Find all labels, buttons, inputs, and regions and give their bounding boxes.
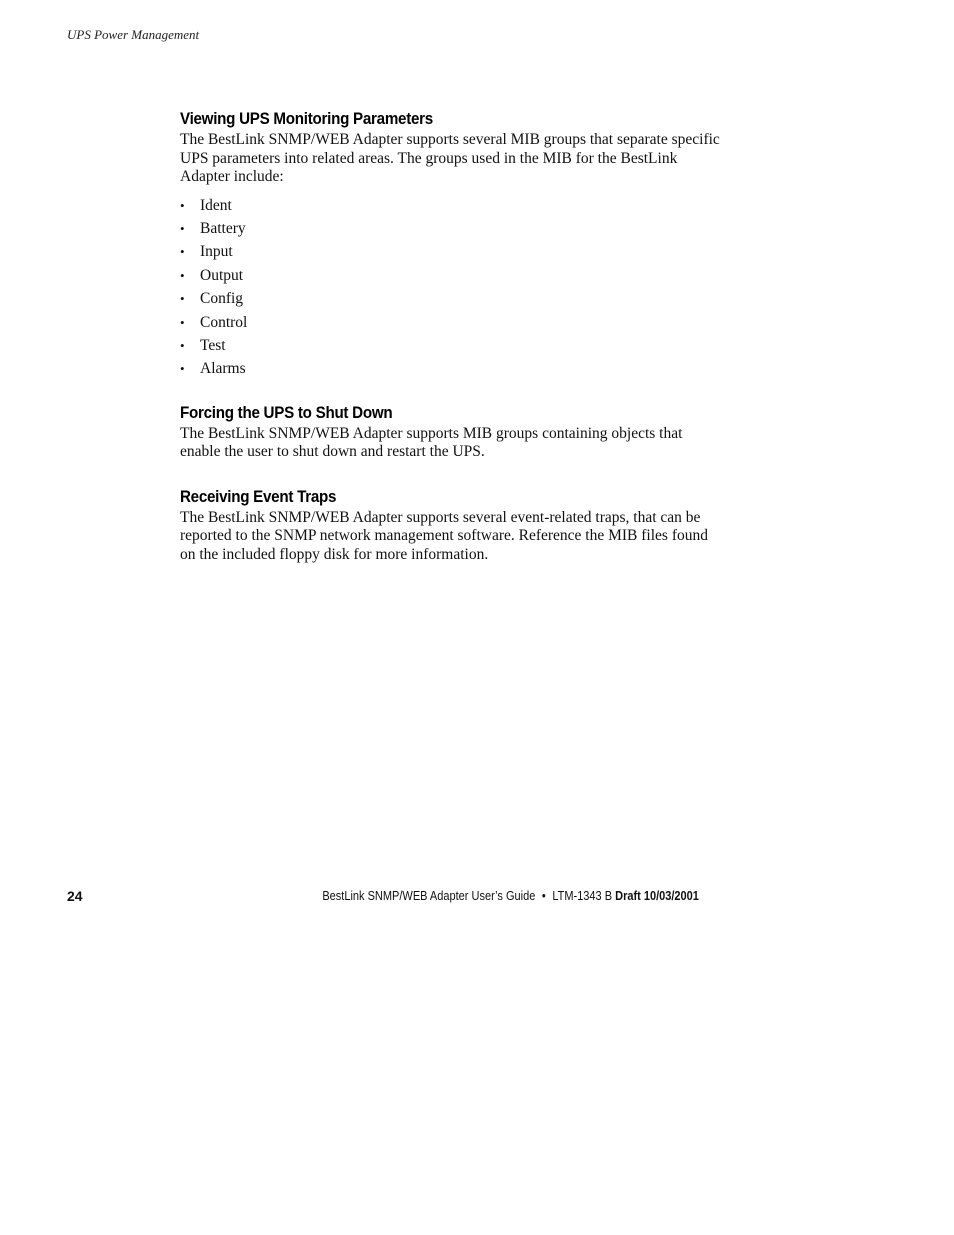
section-receiving-event-traps <box>180 486 725 565</box>
list-item <box>180 334 725 357</box>
section-heading: Forcing the UPS to Shut Down <box>180 403 393 422</box>
list-item <box>180 287 725 310</box>
list-item-text: Ident <box>200 196 232 214</box>
section-paragraph: The BestLink SNMP/WEB Adapter supports several MIB groups that separate specific UPS parameters into related areas. The groups used in the MIB for the BestLink Adapter include: <box>180 131 720 185</box>
page-number: 24 <box>67 888 83 904</box>
list-item-text: Control <box>200 313 248 331</box>
list-item <box>180 311 725 334</box>
bullet-icon: • <box>180 220 185 236</box>
page-content <box>180 108 725 564</box>
list-item-text: Test <box>200 336 226 354</box>
section-heading: Receiving Event Traps <box>180 487 337 506</box>
bullet-icon: • <box>180 314 185 330</box>
bullet-icon: • <box>180 361 185 377</box>
section-forcing-shutdown <box>180 402 725 462</box>
footer-document-info <box>322 889 699 903</box>
bullet-icon: • <box>180 291 185 307</box>
section-paragraph: The BestLink SNMP/WEB Adapter supports MIB groups containing objects that enable the user to shut down and restart the UPS. <box>180 424 683 461</box>
running-header: UPS Power Management <box>67 27 200 42</box>
bullet-icon: • <box>180 267 185 283</box>
list-item-text: Battery <box>200 219 246 237</box>
footer-separator: • <box>541 889 546 903</box>
list-item <box>180 217 725 240</box>
list-item <box>180 264 725 287</box>
bullet-icon: • <box>180 244 185 260</box>
list-item-text: Output <box>200 266 244 284</box>
list-item <box>180 194 725 217</box>
footer-guide-title: BestLink SNMP/WEB Adapter User’s Guide <box>322 889 536 903</box>
bullet-icon: • <box>180 337 185 353</box>
list-item <box>180 240 725 263</box>
section-heading: Viewing UPS Monitoring Parameters <box>180 110 433 128</box>
list-item <box>180 357 725 380</box>
list-item-text: Alarms <box>200 360 246 378</box>
section-viewing-ups-parameters <box>180 108 725 381</box>
footer-doc-number: LTM-1343 B <box>552 889 613 903</box>
mib-group-list <box>180 194 725 381</box>
footer-draft-label: Draft 10/03/2001 <box>615 889 699 903</box>
list-item-text: Config <box>200 290 244 308</box>
list-item-text: Input <box>200 243 233 261</box>
bullet-icon: • <box>180 197 185 213</box>
section-paragraph: The BestLink SNMP/WEB Adapter supports several event-related traps, that can be reported to the SNMP network management software. Reference the MIB files found on the included floppy disk for more information. <box>180 508 708 563</box>
